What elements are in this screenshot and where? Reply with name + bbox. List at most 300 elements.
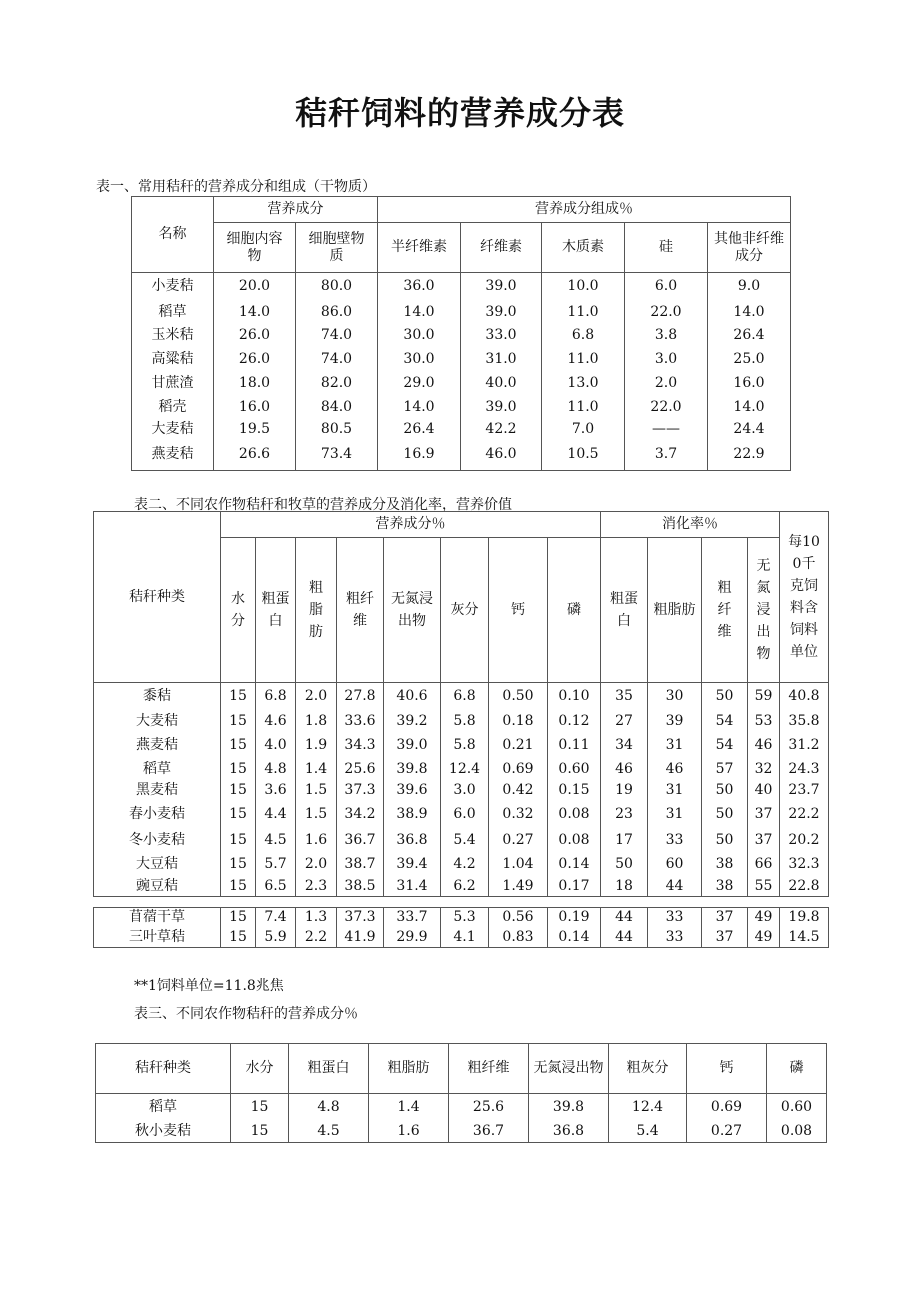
table2-subheader: 粗纤维 — [337, 538, 384, 683]
table2-subheader: 无氮浸出物 — [748, 538, 780, 683]
table-cell: 40.8 — [780, 683, 829, 710]
table-cell: 2.3 — [296, 877, 337, 897]
table-cell: 1.4 — [369, 1094, 449, 1122]
table2-body-b — [93, 907, 829, 948]
table-cell: 39.0 — [461, 273, 542, 301]
table-cell: 1.04 — [489, 853, 548, 877]
table-cell: 86.0 — [296, 301, 378, 324]
table-cell: 42.2 — [461, 419, 542, 440]
table-cell: 34.3 — [337, 734, 384, 758]
table2-group2-header: 消化率％ — [601, 512, 780, 538]
table-cell: 0.60 — [548, 758, 601, 781]
table-cell: 15 — [221, 710, 256, 734]
table-cell: 31.2 — [780, 734, 829, 758]
table-cell: 4.6 — [256, 710, 296, 734]
table-cell: 39.0 — [461, 301, 542, 324]
table-row — [132, 273, 791, 301]
table-cell: 22.9 — [708, 440, 791, 471]
table-cell: 6.0 — [625, 273, 708, 301]
table-row — [94, 683, 829, 710]
table-cell: 46 — [748, 734, 780, 758]
row-label: 稻草 — [96, 1094, 231, 1122]
table-cell: 1.6 — [369, 1122, 449, 1143]
table3-header: 粗灰分 — [609, 1044, 687, 1094]
table-cell: 14.0 — [214, 301, 296, 324]
table3-header: 磷 — [767, 1044, 827, 1094]
table-cell: 30.0 — [378, 348, 461, 372]
table-row — [94, 758, 829, 781]
table-cell: 0.69 — [687, 1094, 767, 1122]
table-cell: 25.6 — [449, 1094, 529, 1122]
table-cell: 0.14 — [548, 853, 601, 877]
table-cell: 5.8 — [441, 734, 489, 758]
table-cell: 84.0 — [296, 396, 378, 419]
table-cell: 82.0 — [296, 372, 378, 396]
table-cell: 55 — [748, 877, 780, 897]
table-row — [132, 348, 791, 372]
table-cell: 18 — [601, 877, 648, 897]
table-cell: 5.9 — [256, 928, 296, 948]
table-row — [132, 301, 791, 324]
table-cell: 7.4 — [256, 908, 296, 928]
table1-name-header: 名称 — [132, 197, 214, 273]
table-cell: 31 — [648, 801, 702, 829]
table-cell: 15 — [231, 1122, 289, 1143]
table2-subheader: 钙 — [489, 538, 548, 683]
table-cell: 4.0 — [256, 734, 296, 758]
table-cell: 1.8 — [296, 710, 337, 734]
table2-subheader: 无氮浸出物 — [384, 538, 441, 683]
table-row — [94, 877, 829, 897]
table-cell: 39.0 — [384, 734, 441, 758]
table1-group2-header: 营养成分组成％ — [378, 197, 791, 223]
table-cell: 37.3 — [337, 781, 384, 801]
table-cell: 15 — [221, 928, 256, 948]
table1-subheader: 其他非纤维成分 — [708, 223, 791, 273]
table-cell: 74.0 — [296, 324, 378, 348]
table1-subheader: 木质素 — [542, 223, 625, 273]
table-cell: 31 — [648, 781, 702, 801]
table-cell: 2.2 — [296, 928, 337, 948]
table-cell: 33.7 — [384, 908, 441, 928]
table-cell: 25.0 — [708, 348, 791, 372]
table-cell: 20.0 — [214, 273, 296, 301]
table-row — [94, 908, 829, 928]
table-cell: 0.27 — [489, 829, 548, 853]
table-cell: 4.8 — [289, 1094, 369, 1122]
table2-kind-header: 秸秆种类 — [94, 512, 221, 683]
table-row — [132, 372, 791, 396]
table-cell: 2.0 — [296, 853, 337, 877]
table3-caption: 表三、不同农作物秸秆的营养成分％ — [134, 1006, 358, 1022]
table-cell: 4.8 — [256, 758, 296, 781]
table-cell: 4.5 — [256, 829, 296, 853]
table-cell: 33.6 — [337, 710, 384, 734]
table-cell: 19 — [601, 781, 648, 801]
table-cell: 14.0 — [378, 396, 461, 419]
table-cell: 5.3 — [441, 908, 489, 928]
table-cell: 26.0 — [214, 324, 296, 348]
table-cell: 36.8 — [529, 1122, 609, 1143]
table3-head — [95, 1043, 827, 1094]
table-cell: 30 — [648, 683, 702, 710]
footnote: **1饲料单位=11.8兆焦 — [134, 978, 284, 994]
table-cell: 66 — [748, 853, 780, 877]
table-cell: 35 — [601, 683, 648, 710]
table-cell: 3.7 — [625, 440, 708, 471]
row-label: 稻草 — [132, 301, 214, 324]
table-cell: 24.4 — [708, 419, 791, 440]
table-cell: 32.3 — [780, 853, 829, 877]
table-cell: 25.6 — [337, 758, 384, 781]
table-cell: 5.4 — [609, 1122, 687, 1143]
table-cell: 5.8 — [441, 710, 489, 734]
table-cell: 6.5 — [256, 877, 296, 897]
table-cell: 74.0 — [296, 348, 378, 372]
row-label: 春小麦秸 — [94, 801, 221, 829]
table-cell: 33.0 — [461, 324, 542, 348]
table-cell: 37 — [748, 829, 780, 853]
table-cell: 44 — [601, 908, 648, 928]
table-cell: 40 — [748, 781, 780, 801]
table-cell: 50 — [702, 781, 748, 801]
table-cell: 18.0 — [214, 372, 296, 396]
table-cell: 44 — [601, 928, 648, 948]
table-cell: 0.19 — [548, 908, 601, 928]
table-cell: 49 — [748, 928, 780, 948]
table1-head — [131, 196, 791, 273]
table-row — [132, 419, 791, 440]
table-cell: 30.0 — [378, 324, 461, 348]
table-cell: 5.7 — [256, 853, 296, 877]
table-row — [94, 801, 829, 829]
table-cell: 38.7 — [337, 853, 384, 877]
table-cell: 80.0 — [296, 273, 378, 301]
table-cell: 39.6 — [384, 781, 441, 801]
table-cell: 0.12 — [548, 710, 601, 734]
table2-subheader: 粗脂肪 — [648, 538, 702, 683]
table-cell: 10.0 — [542, 273, 625, 301]
table-cell: 11.0 — [542, 348, 625, 372]
row-label: 黍秸 — [94, 683, 221, 710]
table-cell: 46.0 — [461, 440, 542, 471]
table-cell: 44 — [648, 877, 702, 897]
table-cell: 37 — [748, 801, 780, 829]
table-cell: 35.8 — [780, 710, 829, 734]
table2-subheader: 粗纤维 — [702, 538, 748, 683]
table-cell: 60 — [648, 853, 702, 877]
table2-subheader: 粗脂肪 — [296, 538, 337, 683]
table-cell: 22.0 — [625, 396, 708, 419]
table-cell: 27.8 — [337, 683, 384, 710]
table1-subheader: 细胞壁物质 — [296, 223, 378, 273]
table-cell: 0.69 — [489, 758, 548, 781]
table-cell: 38.5 — [337, 877, 384, 897]
table-cell: 17 — [601, 829, 648, 853]
table-cell: 0.60 — [767, 1094, 827, 1122]
table-cell: 38 — [702, 853, 748, 877]
row-label: 甘蔗渣 — [132, 372, 214, 396]
table-cell: 36.7 — [449, 1122, 529, 1143]
row-label: 稻壳 — [132, 396, 214, 419]
table3-header: 粗纤维 — [449, 1044, 529, 1094]
table-cell: 33 — [648, 928, 702, 948]
table-cell: 46 — [648, 758, 702, 781]
table2-group1-header: 营养成分％ — [221, 512, 601, 538]
table-row — [132, 440, 791, 471]
table3-header: 粗蛋白 — [289, 1044, 369, 1094]
table-cell: 0.21 — [489, 734, 548, 758]
table1-subheader: 半纤维素 — [378, 223, 461, 273]
table2-subheader: 粗蛋白 — [601, 538, 648, 683]
table-cell: 3.8 — [625, 324, 708, 348]
table-cell: 40.6 — [384, 683, 441, 710]
row-label: 大麦秸 — [94, 710, 221, 734]
row-label: 大豆秸 — [94, 853, 221, 877]
table-cell: 0.15 — [548, 781, 601, 801]
table-cell: 37 — [702, 928, 748, 948]
table-cell: 0.17 — [548, 877, 601, 897]
table-cell: 29.9 — [384, 928, 441, 948]
row-label: 高粱秸 — [132, 348, 214, 372]
table-cell: 16.9 — [378, 440, 461, 471]
table-cell: 6.8 — [441, 683, 489, 710]
table1-subheader: 纤维素 — [461, 223, 542, 273]
table-cell: 0.27 — [687, 1122, 767, 1143]
table-row — [94, 781, 829, 801]
table-cell: 27 — [601, 710, 648, 734]
table-cell: 31 — [648, 734, 702, 758]
table-cell: 31.4 — [384, 877, 441, 897]
table-cell: 32 — [748, 758, 780, 781]
table-cell: 54 — [702, 710, 748, 734]
row-label: 冬小麦秸 — [94, 829, 221, 853]
table3-body — [95, 1093, 827, 1143]
table-cell: 0.42 — [489, 781, 548, 801]
table-cell: 3.0 — [441, 781, 489, 801]
table-cell: 13.0 — [542, 372, 625, 396]
table-cell: 10.5 — [542, 440, 625, 471]
table-cell: 50 — [702, 801, 748, 829]
table-cell: 15 — [221, 853, 256, 877]
table-cell: 4.5 — [289, 1122, 369, 1143]
table-cell: 14.0 — [708, 301, 791, 324]
row-label: 三叶草秸 — [94, 928, 221, 948]
table-cell: 16.0 — [708, 372, 791, 396]
table-cell: 1.3 — [296, 908, 337, 928]
table-cell: 15 — [221, 683, 256, 710]
row-label: 玉米秸 — [132, 324, 214, 348]
table-cell: 39.2 — [384, 710, 441, 734]
table-cell: 4.1 — [441, 928, 489, 948]
table-cell: 38.9 — [384, 801, 441, 829]
table-cell: 33 — [648, 908, 702, 928]
table-row — [132, 396, 791, 419]
table-cell: 4.2 — [441, 853, 489, 877]
table-cell: 0.11 — [548, 734, 601, 758]
table-cell: 12.4 — [609, 1094, 687, 1122]
table-cell: 14.5 — [780, 928, 829, 948]
table2-subheader: 磷 — [548, 538, 601, 683]
table-cell: 0.14 — [548, 928, 601, 948]
table-cell: 22.8 — [780, 877, 829, 897]
table-cell: 37.3 — [337, 908, 384, 928]
table-row — [94, 928, 829, 948]
table1-group1-header: 营养成分 — [214, 197, 378, 223]
table-cell: 34 — [601, 734, 648, 758]
table1-caption: 表一、常用秸秆的营养成分和组成（干物质） — [96, 179, 376, 195]
table-cell: 0.08 — [767, 1122, 827, 1143]
table1-subheader: 细胞内容物 — [214, 223, 296, 273]
table-cell: 50 — [702, 829, 748, 853]
row-label: 豌豆秸 — [94, 877, 221, 897]
table-cell: 11.0 — [542, 396, 625, 419]
table-cell: 4.4 — [256, 801, 296, 829]
table-cell: 15 — [221, 781, 256, 801]
table-cell: 0.32 — [489, 801, 548, 829]
table-cell: 39.8 — [384, 758, 441, 781]
table2-subheader: 粗蛋白 — [256, 538, 296, 683]
table-cell: 1.49 — [489, 877, 548, 897]
table2-value-header: 每100千克饲料含饲料单位 — [780, 512, 829, 683]
table-cell: 46 — [601, 758, 648, 781]
table-cell: 0.56 — [489, 908, 548, 928]
table-cell: 15 — [231, 1094, 289, 1122]
table-cell: 5.4 — [441, 829, 489, 853]
table2-subheader: 灰分 — [441, 538, 489, 683]
table-cell: 6.2 — [441, 877, 489, 897]
row-label: 大麦秸 — [132, 419, 214, 440]
table3-header: 无氮浸出物 — [529, 1044, 609, 1094]
table-cell: 23.7 — [780, 781, 829, 801]
row-label: 苜蓿干草 — [94, 908, 221, 928]
table-cell: 2.0 — [296, 683, 337, 710]
row-label: 燕麦秸 — [132, 440, 214, 471]
table-cell: 3.6 — [256, 781, 296, 801]
table-cell: 1.5 — [296, 801, 337, 829]
table-cell: 39.8 — [529, 1094, 609, 1122]
table-cell: 20.2 — [780, 829, 829, 853]
table-cell: 19.5 — [214, 419, 296, 440]
table-cell: 36.7 — [337, 829, 384, 853]
table-cell: 80.5 — [296, 419, 378, 440]
table-cell: 15 — [221, 877, 256, 897]
table-cell: 29.0 — [378, 372, 461, 396]
table2-caption: 表二、不同农作物秸秆和牧草的营养成分及消化率，营养价值 — [134, 497, 512, 513]
table1-subheader: 硅 — [625, 223, 708, 273]
page-title: 秸秆饲料的营养成分表 — [294, 94, 625, 132]
table-cell: 53 — [748, 710, 780, 734]
table-cell: 0.08 — [548, 829, 601, 853]
table-cell: 26.4 — [708, 324, 791, 348]
table-cell: 0.18 — [489, 710, 548, 734]
table-cell: 59 — [748, 683, 780, 710]
table-cell: 49 — [748, 908, 780, 928]
table-cell: 6.0 — [441, 801, 489, 829]
table-cell: 24.3 — [780, 758, 829, 781]
table-cell: 50 — [702, 683, 748, 710]
table3-header: 钙 — [687, 1044, 767, 1094]
table-cell: 14.0 — [378, 301, 461, 324]
table-cell: 73.4 — [296, 440, 378, 471]
table-cell: 15 — [221, 908, 256, 928]
table-cell: 31.0 — [461, 348, 542, 372]
table-cell: 1.6 — [296, 829, 337, 853]
table-cell: 1.5 — [296, 781, 337, 801]
row-label: 小麦秸 — [132, 273, 214, 301]
row-label: 秋小麦秸 — [96, 1122, 231, 1143]
table-row — [94, 710, 829, 734]
table-row — [94, 853, 829, 877]
table-cell: 0.08 — [548, 801, 601, 829]
table-cell: 23 — [601, 801, 648, 829]
table3-header: 秸秆种类 — [96, 1044, 231, 1094]
table-cell: 0.10 — [548, 683, 601, 710]
table-cell: 9.0 — [708, 273, 791, 301]
row-label: 稻草 — [94, 758, 221, 781]
table-cell: 36.0 — [378, 273, 461, 301]
table-cell: 37 — [702, 908, 748, 928]
table-cell: 39.4 — [384, 853, 441, 877]
table-cell: 41.9 — [337, 928, 384, 948]
table-cell: 0.50 — [489, 683, 548, 710]
table-cell: 0.83 — [489, 928, 548, 948]
table-cell: —— — [625, 419, 708, 440]
table3-header: 粗脂肪 — [369, 1044, 449, 1094]
table-cell: 39.0 — [461, 396, 542, 419]
table-cell: 26.6 — [214, 440, 296, 471]
table-cell: 7.0 — [542, 419, 625, 440]
table-cell: 39 — [648, 710, 702, 734]
table-cell: 57 — [702, 758, 748, 781]
table-cell: 40.0 — [461, 372, 542, 396]
table-cell: 1.9 — [296, 734, 337, 758]
table2-head — [93, 511, 829, 683]
table-row — [96, 1122, 827, 1143]
table-cell: 16.0 — [214, 396, 296, 419]
table-cell: 3.0 — [625, 348, 708, 372]
table-row — [94, 734, 829, 758]
table1-body — [131, 272, 791, 471]
table-cell: 2.0 — [625, 372, 708, 396]
table-cell: 12.4 — [441, 758, 489, 781]
table-cell: 6.8 — [542, 324, 625, 348]
table-cell: 1.4 — [296, 758, 337, 781]
table-cell: 26.0 — [214, 348, 296, 372]
row-label: 燕麦秸 — [94, 734, 221, 758]
table-cell: 6.8 — [256, 683, 296, 710]
table-cell: 33 — [648, 829, 702, 853]
table-cell: 26.4 — [378, 419, 461, 440]
table-cell: 38 — [702, 877, 748, 897]
table-cell: 34.2 — [337, 801, 384, 829]
table-cell: 15 — [221, 801, 256, 829]
table-row — [94, 829, 829, 853]
table-cell: 22.0 — [625, 301, 708, 324]
table2-subheader: 水分 — [221, 538, 256, 683]
table-cell: 36.8 — [384, 829, 441, 853]
table-row — [96, 1094, 827, 1122]
table-cell: 54 — [702, 734, 748, 758]
row-label: 黑麦秸 — [94, 781, 221, 801]
table2-body-a — [93, 682, 829, 897]
table-cell: 50 — [601, 853, 648, 877]
table3-header: 水分 — [231, 1044, 289, 1094]
table-cell: 11.0 — [542, 301, 625, 324]
table-cell: 15 — [221, 829, 256, 853]
table-row — [132, 324, 791, 348]
table-cell: 15 — [221, 734, 256, 758]
